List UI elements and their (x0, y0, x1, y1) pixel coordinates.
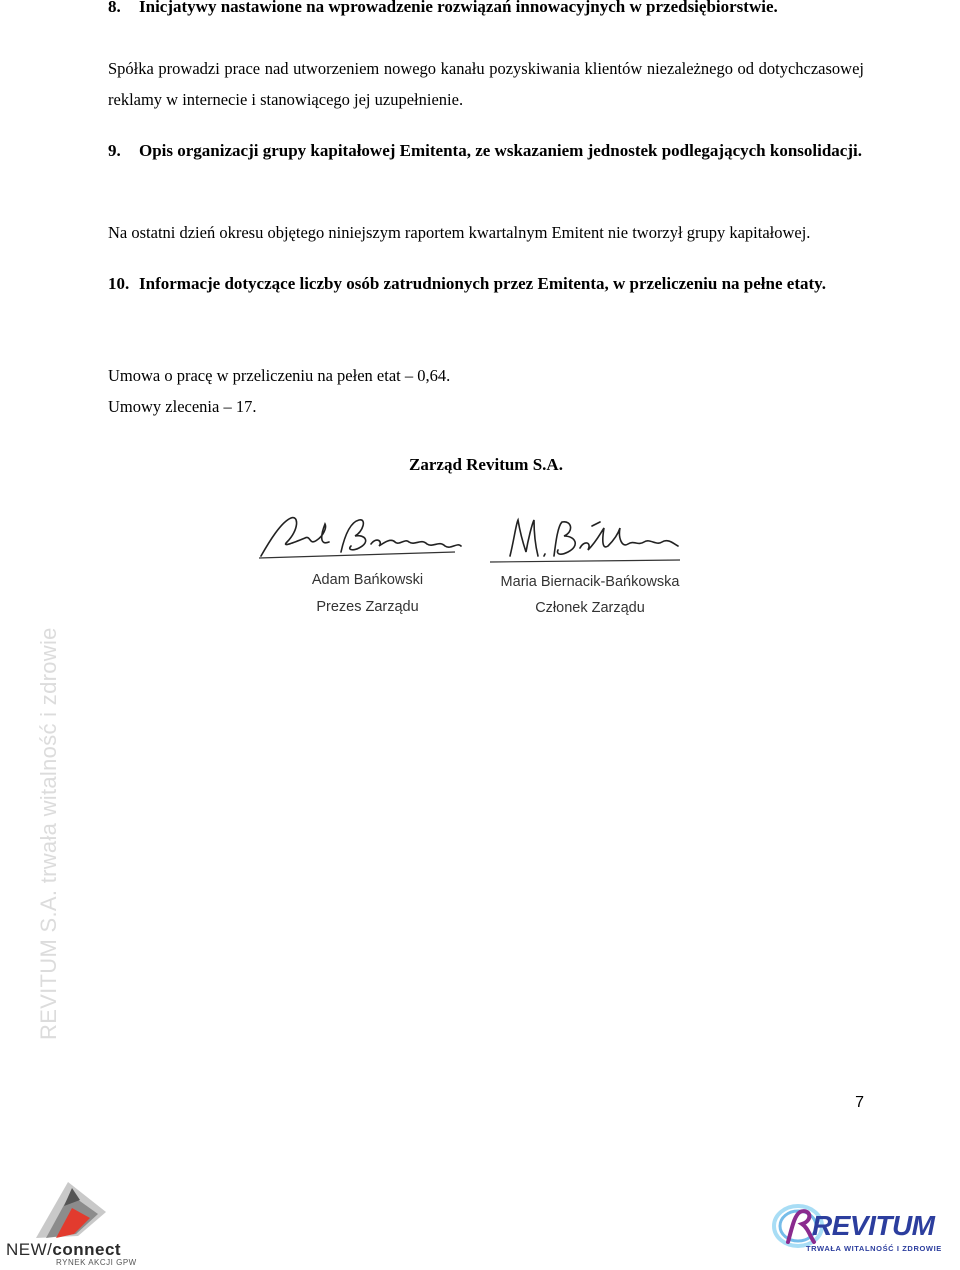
section-number: 10. (108, 274, 130, 293)
newconnect-wordmark (6, 1240, 121, 1260)
section-10-heading (108, 268, 864, 299)
signature-adam-bankowski (255, 512, 465, 562)
employment-line-contract: Umowa o pracę w przeliczeniu na pełen etat – 0,64. (108, 366, 451, 385)
section-number: 9. (108, 141, 121, 160)
newconnect-word1: NEW/ (6, 1240, 53, 1259)
newconnect-word2: connect (52, 1240, 122, 1259)
section-title: Informacje dotyczące liczby osób zatrudnionych przez Emitenta, w przeliczeniu na pełne etaty. (139, 274, 826, 293)
revitum-wordmark: REVITUM (812, 1210, 935, 1241)
section-8-heading (108, 0, 864, 22)
revitum-tagline: TRWAŁA WITALNOŚĆ I ZDROWIE (806, 1244, 942, 1253)
newconnect-subtitle: RYNEK AKCJI GPW (56, 1258, 137, 1267)
page-number: 7 (855, 1094, 864, 1111)
section-9-body: Na ostatni dzień okresu objętego niniejszym raportem kwartalnym Emitent nie tworzył grupy kapitałowej. (108, 223, 811, 242)
watermark-text: REVITUM S.A. trwała witalność i zdrowie (36, 627, 61, 1040)
section-9-heading (108, 135, 864, 166)
signature-maria-biernacik-bankowska (488, 512, 688, 567)
section-title: Inicjatywy nastawione na wprowadzenie rozwiązań innowacyjnych w przedsiębiorstwie. (139, 0, 778, 16)
signatory-name: Adam Bańkowski (311, 572, 424, 588)
section-number: 8. (108, 0, 121, 16)
board-title: Zarząd Revitum S.A. (409, 455, 563, 474)
newconnect-logo-icon (6, 1176, 116, 1240)
employment-line-mandate: Umowy zlecenia – 17. (108, 397, 257, 416)
signatory-role: Prezes Zarządu (316, 599, 419, 615)
signatory-name: Maria Biernacik-Bańkowska (500, 574, 680, 590)
section-title: Opis organizacji grupy kapitałowej Emitenta, ze wskazaniem jednostek podlegających konsolidacji. (139, 141, 862, 160)
section-8-body: Spółka prowadzi prace nad utworzeniem nowego kanału pozyskiwania klientów niezależnego od dotychczasowej reklamy w internecie i stanowiącego jej uzupełnienie. (108, 59, 864, 109)
signatory-role: Członek Zarządu (535, 600, 645, 616)
